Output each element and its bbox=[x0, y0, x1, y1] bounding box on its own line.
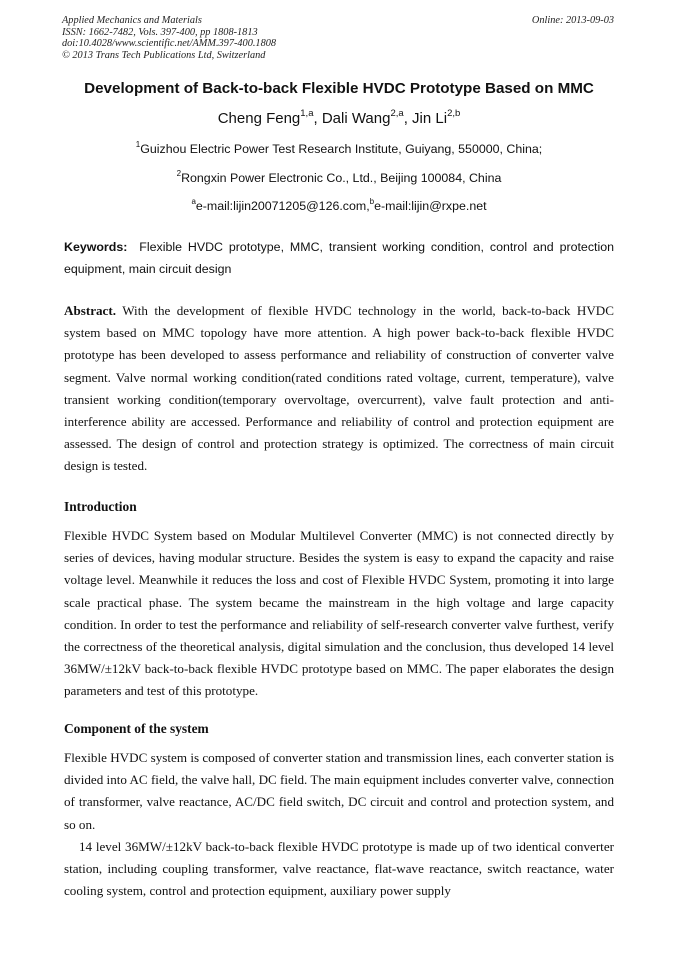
introduction-block bbox=[64, 525, 614, 703]
keywords-text: Flexible HVDC prototype, MMC, transient working condition, control and protection equipment, main circuit design bbox=[64, 240, 614, 276]
email-line bbox=[30, 199, 648, 213]
author-name: Dali Wang bbox=[321, 110, 391, 127]
abstract-label: Abstract. bbox=[64, 303, 116, 318]
keywords-block bbox=[64, 236, 614, 280]
author-list: Cheng Feng$^{1,a}$, Dali Wang$^{2,a}$, Jin Li$^{2,b}$ bbox=[217, 108, 461, 127]
email-sup: a bbox=[191, 197, 196, 206]
email-text: e-mail:lijin@rxpe.net bbox=[374, 199, 487, 213]
author-sup: 1,a bbox=[300, 108, 314, 119]
component-paragraph-2: 14 level 36MW/±12kV back-to-back flexible HVDC prototype is made up of two identical converter station, including coupling transformer, valve reactance, flat-wave reactance, switch reactance, water cooling system, control and protection equipment, auxiliary power supply bbox=[64, 838, 614, 899]
issn-line: ISSN: 1662-7482, Vols. 397-400, pp 1808-1813 bbox=[62, 26, 258, 38]
journal-header bbox=[62, 15, 442, 61]
email-sup: b bbox=[369, 197, 375, 206]
affiliation-text: Guizhou Electric Power Test Research Institute, Guiyang, 550000, China; bbox=[140, 142, 543, 156]
author-sup: 2,a bbox=[390, 108, 404, 119]
affiliation-sup: 1 bbox=[135, 140, 141, 149]
abstract-block bbox=[64, 300, 614, 478]
author-name: Jin Li bbox=[412, 110, 448, 127]
paper-title: Development of Back-to-back Flexible HVDC Prototype Based on MMC bbox=[84, 80, 594, 97]
online-date: Online: 2013-09-03 bbox=[531, 15, 614, 26]
introduction-heading: Introduction bbox=[64, 499, 137, 514]
author-name: Cheng Feng bbox=[217, 110, 301, 127]
affiliation-1 bbox=[30, 142, 648, 156]
author-sup: 2,b bbox=[447, 108, 461, 119]
email-text: e-mail:lijin20071205@126.com, bbox=[195, 199, 370, 213]
component-block bbox=[64, 747, 614, 902]
affiliation-2 bbox=[30, 171, 648, 185]
abstract-text: With the development of flexible HVDC technology in the world, back-to-back HVDC system based on MMC topology have more attention. A high power back-to-back flexible HVDC prototype has been developed to assess performance and reliability of construction of converter valve segment. Valve normal working condition(rated conditions rated voltage, current, temperature), valve transient working condition(temporary overvoltage, overcurrent), valve fault protection and anti-interference ability are accessed. Performance and reliability of control and protection equipment are assessed. The design of control and protection strategy is optimized. The correctness of main circuit design is tested. bbox=[64, 303, 614, 474]
affiliation-sup: 2 bbox=[176, 169, 182, 178]
copyright-line: © 2013 Trans Tech Publications Ltd, Switzerland bbox=[62, 49, 266, 61]
keywords-label: Keywords: bbox=[64, 240, 128, 254]
affiliation-text: Rongxin Power Electronic Co., Ltd., Beijing 100084, China bbox=[181, 171, 502, 185]
component-heading: Component of the system bbox=[64, 721, 209, 736]
component-paragraph-1: Flexible HVDC system is composed of converter station and transmission lines, each converter station is divided into AC field, the valve hall, DC field. The main equipment includes converter valve, connection of transformer, valve reactance, AC/DC field switch, DC circuit and control and protection system, and so on. bbox=[64, 750, 614, 832]
doi-line: doi:10.4028/www.scientific.net/AMM.397-400.1808 bbox=[62, 38, 277, 50]
journal-name: Applied Mechanics and Materials bbox=[62, 15, 202, 26]
introduction-paragraph: Flexible HVDC System based on Modular Multilevel Converter (MMC) is not connected directly by series of devices, having modular structure. Besides the system is easy to expand the capacity and raise voltage level. Meanwhile it reduces the loss and cost of Flexible HVDC System, promoting it into large scale practical phase. The system became the mainstream in the high voltage and large capacity condition. In order to test the performance and reliability of self-research converter valve furthest, verify the correctness of the theoretical analysis, digital simulation and the conclusion, thus developed 14 level 36MW/±12kV back-to-back flexible HVDC prototype based on MMC. The paper elaborates the design parameters and test of this prototype. bbox=[64, 528, 614, 699]
